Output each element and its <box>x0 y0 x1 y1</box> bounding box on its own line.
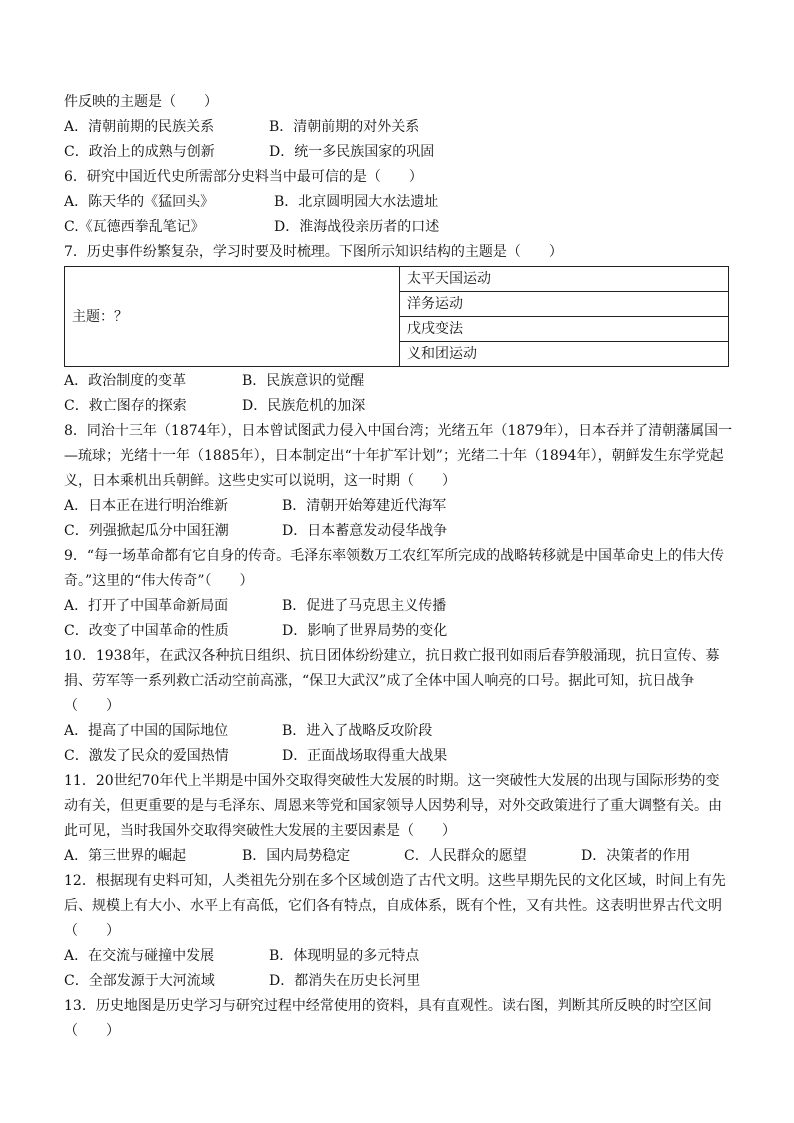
q11-option-a[interactable]: A．第三世界的崛起 <box>64 848 187 864</box>
q10-stem-line-3: （ ） <box>64 698 120 714</box>
q6-options-row-1 <box>64 190 734 215</box>
q8-options-row-2 <box>64 519 734 544</box>
q11-options-row <box>64 844 734 869</box>
q5-options-row-2 <box>64 140 734 165</box>
q11-stem-line-3: 此可见，当时我国外交取得突破性大发展的主要因素是（ ） <box>64 823 456 839</box>
theme-cell: 主题：？ <box>65 267 400 367</box>
q7-options-row-2 <box>64 394 734 419</box>
q10-option-a[interactable]: A．提高了中国的国际地位 <box>64 723 229 739</box>
q8-option-d[interactable]: D．日本蓄意发动侵华战争 <box>282 523 448 539</box>
q6-option-a[interactable]: A．陈天华的《猛回头》 <box>64 194 215 210</box>
q7-options-row-1 <box>64 369 734 394</box>
q9-option-c[interactable]: C．改变了中国革命的性质 <box>64 623 229 639</box>
q6-option-b[interactable]: B．北京圆明园大水法遗址 <box>274 194 439 210</box>
q9-options-row-1 <box>64 594 734 619</box>
q10-options-row-1 <box>64 719 734 744</box>
q12-option-a[interactable]: A．在交流与碰撞中发展 <box>64 948 215 964</box>
q12-option-c[interactable]: C．全部发源于大河流域 <box>64 973 215 989</box>
q8-stem-line-2: —琉球；光绪十一年（1885年），日本制定出“十年扩军计划”；光绪二十年（1894年），朝鲜发生东学党起 <box>64 448 724 464</box>
q8-stem-line-1: 8．同治十三年（1874年），日本曾试图武力侵入中国台湾；光绪五年（1879年），日本吞并了清朝藩属国一 <box>64 423 733 439</box>
q10-stem-line-1: 10．1938年，在武汉各种抗日组织、抗日团体纷纷建立，抗日救亡报刊如雨后春笋般涌现，抗日宣传、募 <box>64 648 720 664</box>
q12-options-row-2 <box>64 969 734 994</box>
q12-option-d[interactable]: D．都消失在历史长河里 <box>269 973 421 989</box>
event-cell: 义和团运动 <box>400 342 729 367</box>
exam-page <box>64 90 734 1044</box>
q5-option-b[interactable]: B．清朝前期的对外关系 <box>269 119 420 135</box>
q12-options-row-1 <box>64 944 734 969</box>
q6-option-c[interactable]: C.《瓦德西拳乱笔记》 <box>64 219 205 235</box>
q5-option-a[interactable]: A．清朝前期的民族关系 <box>64 119 215 135</box>
q9-option-d[interactable]: D．影响了世界局势的变化 <box>282 623 448 639</box>
q6-option-d[interactable]: D．淮海战役亲历者的口述 <box>274 219 440 235</box>
knowledge-structure-table <box>64 266 729 367</box>
q11-stem-line-2: 动有关，但更重要的是与毛泽东、周恩来等党和国家领导人因势利导，对外交政策进行了重大调整有关。由 <box>64 798 722 814</box>
q11-option-c[interactable]: C．人民群众的愿望 <box>404 848 527 864</box>
q12-option-b[interactable]: B．体现明显的多元特点 <box>269 948 420 964</box>
event-cell: 洋务运动 <box>400 292 729 317</box>
q12-stem-line-3: （ ） <box>64 923 120 939</box>
q11-stem-line-1: 11．20世纪70年代上半期是中国外交取得突破性大发展的时期。这一突破性大发展的出现与国际形势的变 <box>64 773 720 789</box>
q9-options-row-2 <box>64 619 734 644</box>
event-cell: 太平天国运动 <box>400 267 729 292</box>
q5-stem: 件反映的主题是（ ） <box>64 94 218 110</box>
q10-option-c[interactable]: C．激发了民众的爱国热情 <box>64 748 229 764</box>
q7-option-c[interactable]: C．救亡图存的探索 <box>64 398 187 414</box>
q8-option-c[interactable]: C．列强掀起瓜分中国狂潮 <box>64 523 229 539</box>
q9-stem-line-2: 奇。”这里的“伟大传奇”（ ） <box>64 573 254 589</box>
q12-stem-line-2: 后、规模上有大小、水平上有高低，它们各有特点，自成体系，既有个性，又有共性。这表明世界古代文明 <box>64 898 722 914</box>
q13-stem-line-1: 13．历史地图是历史学习与研究过程中经常使用的资料，具有直观性。读右图，判断其所反映的时空区间 <box>64 998 712 1014</box>
q7-stem: 7．历史事件纷繁复杂，学习时要及时梳理。下图所示知识结构的主题是（ ） <box>64 244 563 260</box>
q5-option-c[interactable]: C．政治上的成熟与创新 <box>64 144 215 160</box>
q11-option-b[interactable]: B．国内局势稳定 <box>242 848 351 864</box>
q7-option-a[interactable]: A．政治制度的变革 <box>64 373 187 389</box>
q5-option-d[interactable]: D．统一多民族国家的巩固 <box>269 144 435 160</box>
event-cell: 戊戌变法 <box>400 317 729 342</box>
q8-option-b[interactable]: B．清朝开始筹建近代海军 <box>282 498 447 514</box>
q9-option-a[interactable]: A．打开了中国革命新局面 <box>64 598 229 614</box>
q6-stem: 6．研究中国近代史所需部分史料当中最可信的是（ ） <box>64 169 423 185</box>
q8-option-a[interactable]: A．日本正在进行明治维新 <box>64 498 229 514</box>
q13-stem-line-2: （ ） <box>64 1023 120 1039</box>
q8-stem-line-3: 义，日本乘机出兵朝鲜。这些史实可以说明，这一时期（ ） <box>64 473 456 489</box>
q10-option-b[interactable]: B．进入了战略反攻阶段 <box>282 723 433 739</box>
q12-stem-line-1: 12．根据现有史料可知，人类祖先分别在多个区域创造了古代文明。这些早期先民的文化区域，时间上有先 <box>64 873 726 889</box>
q10-stem-line-2: 捐、劳军等一系列救亡活动空前高涨，“保卫大武汉”成了全体中国人响亮的口号。据此可知，抗日战争 <box>64 673 695 689</box>
q10-options-row-2 <box>64 744 734 769</box>
q6-options-row-2 <box>64 215 734 240</box>
q9-option-b[interactable]: B．促进了马克思主义传播 <box>282 598 447 614</box>
q11-option-d[interactable]: D．决策者的作用 <box>581 848 691 864</box>
q8-options-row-1 <box>64 494 734 519</box>
q7-option-d[interactable]: D．民族危机的加深 <box>242 398 366 414</box>
q7-option-b[interactable]: B．民族意识的觉醒 <box>242 373 365 389</box>
q9-stem-line-1: 9．“每一场革命都有它自身的传奇。毛泽东率领数万工农红军所完成的战略转移就是中国革命史上的伟大传 <box>64 548 725 564</box>
q10-option-d[interactable]: D．正面战场取得重大战果 <box>282 748 448 764</box>
q5-options-row-1 <box>64 115 734 140</box>
